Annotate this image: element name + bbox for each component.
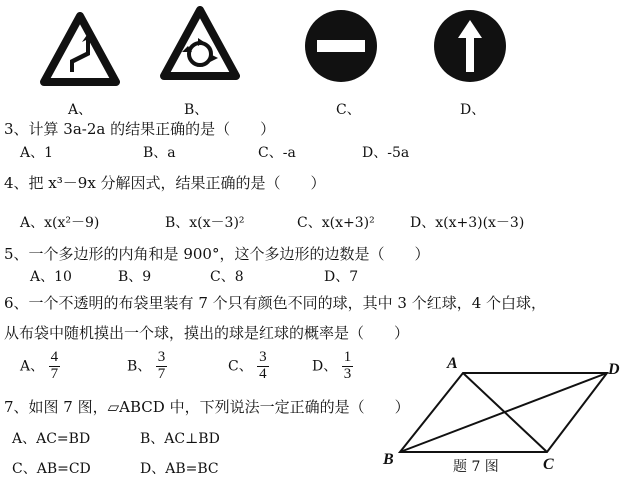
q4-option-d: D、x(x+3)(x－3)	[410, 215, 525, 231]
q6-option-d-fraction	[342, 350, 354, 383]
q7-question: 7、如图 7 图，▱ABCD 中，下列说法一定正确的是（ ）	[4, 398, 410, 416]
q4-question: 4、把 x³－9x 分解因式，结果正确的是（ ）	[4, 174, 326, 192]
q3-option-b: B、a	[143, 145, 176, 161]
q6-question-line2: 从布袋中随机摸出一个球，摸出的球是红球的概率是（ ）	[4, 324, 410, 342]
sign-roundabout	[160, 6, 240, 82]
parallelogram-figure	[380, 355, 627, 480]
q5-option-a: A、10	[30, 269, 72, 285]
q6-option-c-label: C、	[228, 358, 253, 375]
q4-option-a: A、x(x²－9)	[20, 215, 100, 231]
sign-label-b: B、	[184, 102, 209, 118]
q6-option-c-num: 3	[259, 349, 267, 365]
vertex-label-a: A	[447, 355, 458, 372]
q3-question: 3、计算 3a-2a 的结果正确的是（ ）	[4, 120, 276, 138]
q6-option-d-label: D、	[312, 358, 338, 375]
q6-option-b-fraction	[156, 350, 168, 383]
figure-caption: 题 7 图	[453, 459, 499, 475]
q7-option-a: A、AC=BD	[12, 431, 91, 447]
q3-option-c: C、-a	[258, 145, 296, 161]
q6-option-b-label: B、	[127, 358, 152, 375]
q6-option-c	[228, 350, 269, 383]
sign-label-c: C、	[336, 102, 361, 118]
q6-option-b	[127, 350, 167, 383]
q7-option-b: B、AC⊥BD	[140, 431, 220, 447]
q6-option-c-fraction	[257, 350, 269, 383]
q3-option-a: A、1	[20, 145, 54, 161]
q6-question-line1: 6、一个不透明的布袋里装有 7 个只有颜色不同的球，其中 3 个红球，4 个白球，	[4, 294, 547, 312]
q6-option-d-den: 3	[343, 365, 352, 382]
vertex-label-b: B	[383, 451, 394, 468]
q7-option-d: D、AB=BC	[140, 461, 219, 477]
q7-option-c: C、AB=CD	[12, 461, 91, 477]
q6-option-d	[312, 350, 353, 383]
sign-double-bend	[40, 12, 120, 86]
q6-option-a-den: 7	[50, 365, 59, 382]
sign-go-straight	[432, 8, 508, 84]
q6-option-a	[20, 350, 60, 383]
sign-no-entry	[303, 8, 379, 84]
vertex-label-d: D	[608, 361, 620, 378]
q4-option-b: B、x(x－3)²	[165, 215, 245, 231]
q4-option-c: C、x(x+3)²	[297, 215, 375, 231]
q5-option-d: D、7	[324, 269, 359, 285]
sign-label-a: A、	[68, 102, 93, 118]
sign-label-d: D、	[460, 102, 486, 118]
vertex-label-c: C	[543, 456, 554, 473]
q6-option-a-label: A、	[20, 358, 45, 375]
q6-option-a-num: 4	[50, 349, 59, 365]
q6-option-d-num: 1	[343, 349, 352, 365]
q6-option-b-den: 7	[157, 365, 166, 382]
q6-option-b-num: 3	[157, 349, 166, 365]
q6-option-c-den: 4	[259, 365, 267, 382]
q5-option-c: C、8	[210, 269, 244, 285]
q5-option-b: B、9	[118, 269, 152, 285]
q3-option-d: D、-5a	[362, 145, 410, 161]
q6-option-a-fraction	[49, 350, 61, 383]
q5-question: 5、一个多边形的内角和是 900°，这个多边形的边数是（ ）	[4, 245, 430, 263]
